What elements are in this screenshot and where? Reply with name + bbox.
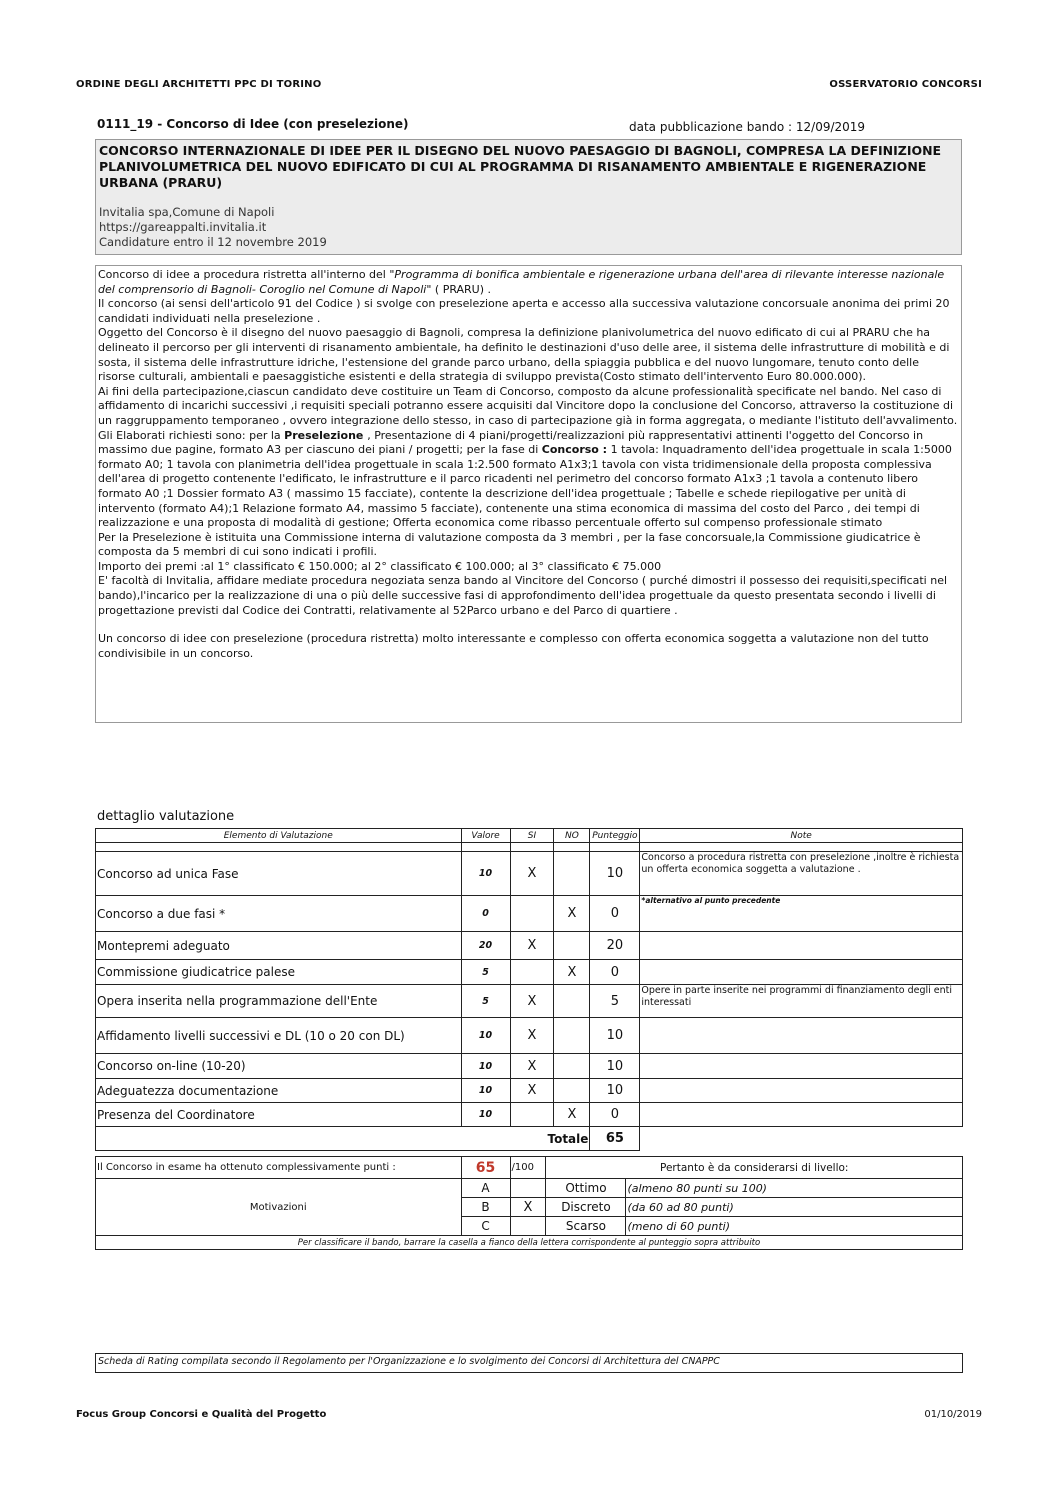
level-checkbox-a[interactable]: [510, 1179, 546, 1198]
url-link[interactable]: https://gareappalti.invitalia.it: [99, 220, 267, 234]
level-row-c: C Scarso (meno di 60 punti): [96, 1217, 963, 1236]
total-row: [96, 1127, 963, 1151]
desc-p7: Importo dei premi :al 1° classificato € 150.000; al 2° classificato € 100.000; al 3° classificato € 75.000: [98, 559, 662, 573]
table-row: Adeguatezza documentazione 10 X 10: [96, 1079, 963, 1103]
level-label: Pertanto è da considerarsi di livello:: [546, 1157, 963, 1179]
publication-date: data pubblicazione bando : 12/09/2019: [629, 120, 866, 134]
total-label: Totale: [461, 1127, 590, 1151]
desc-p3: Oggetto del Concorso è il disegno del nuovo paesaggio di Bagnoli, compresa la definizione planivolumetrica del nuovo edificato di cui al PRARU che ha delineato il percorso per gli interventi di risanamento ambientale, ha definito le destinazioni d'uso delle aree, il sistema delle infrastrutture di mobilità e di sosta, il sistema delle infrastrutture idriche, l'estensione del grande parco urbano, della spiaggia pubblica e del nuovo lungomare, tenuto conto delle risorse culturali, ambientali e paesaggistiche esistenti e della strategia di sviluppo prevista(Costo stimato dell'intervento Euro 80.000.000).: [98, 326, 950, 384]
header-notes: Note: [640, 829, 963, 843]
level-row-a: Motivazioni A Ottimo (almeno 80 punti su 100): [96, 1179, 963, 1198]
header-value: Valore: [461, 829, 510, 843]
header-org: ORDINE DEGLI ARCHITETTI PPC DI TORINO: [76, 79, 322, 90]
deadline: Candidature entro il 12 novembre 2019: [99, 235, 327, 249]
footer-date: 01/10/2019: [924, 1409, 982, 1420]
level-checkbox-c[interactable]: [510, 1217, 546, 1236]
summary-table: [95, 1156, 963, 1250]
summary-out-of: /100: [510, 1157, 546, 1179]
instruction: Per classificare il bando, barrare la casella a fianco della lettera corrispondente al punteggio sopra attribuito: [96, 1236, 963, 1250]
entity: Invitalia spa,Comune di Napoli: [99, 205, 275, 219]
competition-title: CONCORSO INTERNAZIONALE DI IDEE PER IL DISEGNO DEL NUOVO PAESAGGIO DI BAGNOLI, COMPRESA LA DEFINIZIONE PLANIVOLUMETRICA DEL NUOVO EDIFICATO DI CUI AL PROGRAMMA DI RISANAMENTO AMBIENTALE E RIGENERAZIONE URBANA (PRARU): [99, 143, 942, 190]
footer-left: Focus Group Concorsi e Qualità del Progetto: [76, 1409, 327, 1420]
summary-points: 65: [461, 1157, 510, 1179]
table-row: Concorso a due fasi * 0 X 0 *alternativo al punto precedente: [96, 896, 963, 932]
header-element: Elemento di Valutazione: [96, 829, 462, 843]
total-score: 65: [590, 1127, 640, 1151]
desc-p2: Il concorso (ai sensi dell'articolo 91 del Codice ) si svolge con preselezione aperta e accesso alla successiva valutazione concorsuale anonima dei primi 20 candidati individuati nella preselezione .: [98, 297, 950, 325]
table-row: Concorso ad unica Fase 10 X 10 Concorso a procedura ristretta con preselezione ,inoltre è richiesta un offerta economica soggetta a valutazione .: [96, 852, 963, 896]
table-row: Montepremi adeguato 20 X 20: [96, 932, 963, 960]
level-row-b: B X Discreto (da 60 ad 80 punti): [96, 1198, 963, 1217]
table-header-row: [96, 829, 963, 843]
desc-p8: E' facoltà di Invitalia, affidare mediate procedura negoziata senza bando al Vincitore del Concorso ( purché dimostri il possesso dei requisiti,specificati nel bando),l'incarico per la realizzazione di una o più delle successive fasi di approfondimento dell'idea progettuale da questo presentata secondo i livelli di progettazione previsti dal Codice dei Contratti, relativamente al 52Parco urbano e del Parco di quartiere .: [98, 574, 948, 617]
level-checkbox-b[interactable]: X: [510, 1198, 546, 1217]
evaluation-label: dettaglio valutazione: [97, 809, 235, 824]
table-row: Opera inserita nella programmazione dell'Ente 5 X 5 Opere in parte inserite nei programmi di finanziamento degli enti interessati: [96, 985, 963, 1018]
table-row: Presenza del Coordinatore 10 X 0: [96, 1103, 963, 1127]
info-box: [95, 139, 962, 255]
evaluation-table: [95, 828, 963, 1151]
info-meta: [99, 205, 958, 250]
table-row: Concorso on-line (10-20) 10 X 10: [96, 1054, 963, 1079]
desc-p1: Concorso di idee a procedura ristretta all'interno del "Programma di bonifica ambientale e rigenerazione urbana dell'area di rilevante interesse nazionale del comprensorio di Bagnoli- Coroglio nel Comune di Napoli" ( PRARU) .: [98, 268, 945, 296]
scheda-note: Scheda di Rating compilata secondo il Regolamento per l'Organizzazione e lo svolgimento dei Concorsi di Architettura del CNAPPC: [95, 1353, 963, 1373]
table-row: Commissione giudicatrice palese 5 X 0: [96, 960, 963, 985]
description-box: [95, 265, 962, 723]
header-si: SI: [510, 829, 554, 843]
header-observatory: OSSERVATORIO CONCORSI: [829, 79, 982, 90]
competition-code: 0111_19 - Concorso di Idee (con preselezione): [97, 117, 409, 131]
motivazioni: Motivazioni: [96, 1179, 462, 1236]
header-score: Punteggio: [590, 829, 640, 843]
header-no: NO: [554, 829, 590, 843]
desc-p9: Un concorso di idee con preselezione (procedura ristretta) molto interessante e complesso con offerta economica soggetta a valutazione non del tutto condivisibile in un concorso.: [98, 632, 929, 660]
table-row: Affidamento livelli successivi e DL (10 o 20 con DL) 10 X 10: [96, 1018, 963, 1054]
desc-p5: Gli Elaborati richiesti sono: per la Preselezione , Presentazione di 4 piani/progetti/realizzazioni più rappresentativi attinenti l'oggetto del Concorso in massimo due pagine, formato A3 per ciascuno dei piani / progetti; per la fase di Concorso : 1 tavola: Inquadramento dell'idea progettuale in scala 1:5000 formato A0; 1 tavola con planimetria dell'idea progettuale in scala 1:2.500 formato A1x3;1 tavola con vista tridimensionale della proposta complessiva dell'area di progetto contenente l'edificato, le infrastrutture e il parco ricadenti nel perimetro del concorso formato A1x3 ;1 tavola a contenuto libero formato A0 ;1 Dossier formato A3 ( massimo 15 facciate), contente la descrizione dell'idea progettuale ; Tabelle e schede riepilogative per unità di intervento (formato A4);1 Relazione formato A4, massimo 5 facciate), contenente una stima economica di massima del costo del Parco , dei tempi di realizzazione e una proposta di modalità di gestione; Offerta economica come ribasso percentuale offerto sul compenso professionale stimato: [98, 428, 952, 530]
summary-label: Il Concorso in esame ha ottenuto complessivamente punti :: [96, 1157, 462, 1179]
desc-p4: Ai fini della partecipazione,ciascun candidato deve costituire un Team di Concorso, composto da alcune professionalità specificate nel bando. Nel caso di affidamento di incarichi successivi ,i requisiti speciali potranno essere acquisiti dal Vincitore dopo la conclusione del Concorso, attraverso la costituzione di un raggruppamento temporaneo , ovvero integrazione dello stesso, in caso di partecipazione già in forma aggregata, o mediante l'istituto dell'avvalimento.: [98, 384, 958, 427]
desc-p6: Per la Preselezione è istituita una Commissione interna di valutazione composta da 3 membri , per la fase concorsuale,la Commissione giudicatrice è composta da 5 membri di cui sono indicati i profili.: [98, 530, 921, 559]
